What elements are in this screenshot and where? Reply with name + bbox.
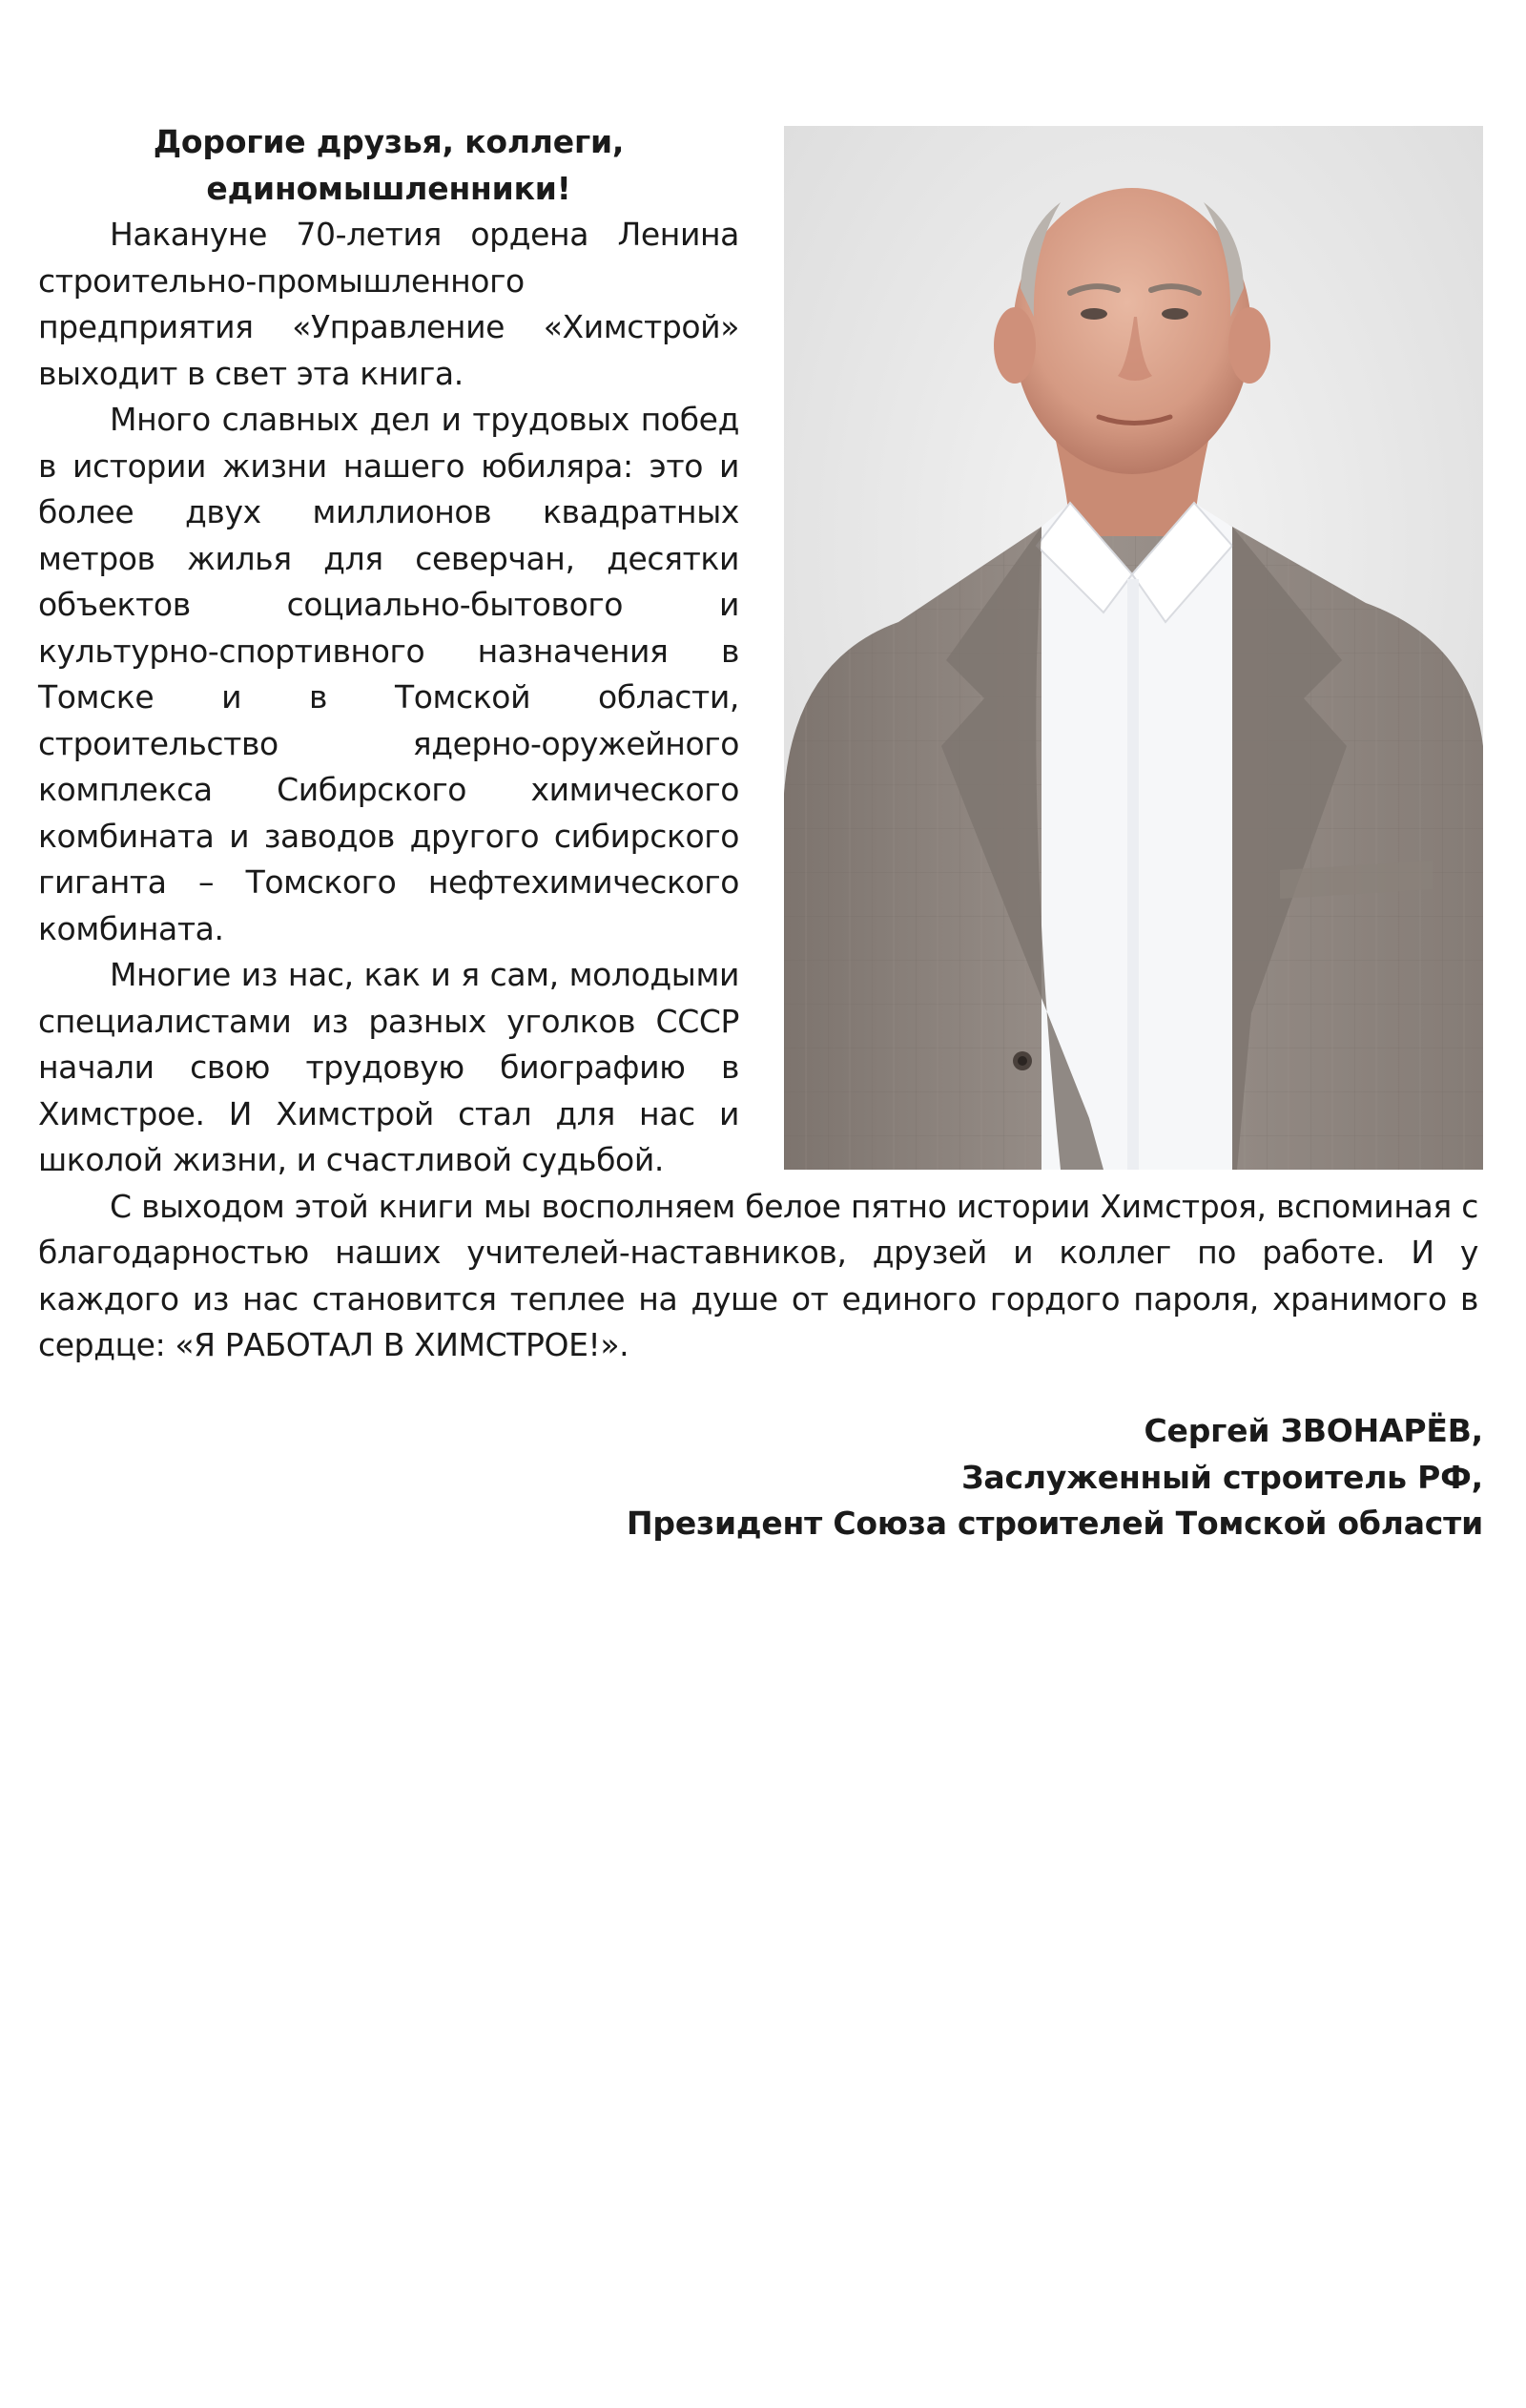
signature-position: Президент Союза строителей Томской области [626, 1505, 1483, 1542]
signature-title: Заслуженный строитель РФ, [961, 1458, 1483, 1496]
photo-wrap-space [739, 119, 1478, 1169]
letter-paragraph: С выходом этой книги мы восполняем белое пятно истории Химстроя, вспоминая с благодарностью наших учителей-наставников, друзей и коллег по работе. И у каждого из нас становится теплее на душе от единого гордого пароля, хранимого в сердце: «Я РАБОТАЛ В ХИМСТРОЕ!». [38, 1187, 1478, 1363]
letter-paragraph: Много славных дел и трудовых побед в истории жизни нашего юбиляра: это и более двух миллионов квадратных метров жилья для северчан, десятки объектов социально-бытового и культурно-спортивного назначения в Томске и в Томской области, строительство ядерно-оружейного комплекса Сибирского химического комбината и заводов другого сибирского гиганта – Томского нефтехимического комбината. [38, 401, 739, 947]
signature-name: Сергей ЗВОНАРЁВ, [1144, 1412, 1483, 1449]
letter-greeting: Дорогие друзья, коллеги, единомышленники! [153, 123, 625, 207]
letter-paragraph: Многие из нас, как и я сам, молодыми специалистами из разных уголков СССР начали свою трудовую биографию в Химстрое. И Химстрой стал для нас и школой жизни, и счастливой судьбой. [38, 956, 739, 1178]
letter-body [38, 119, 1478, 1369]
letter-paragraph: Накануне 70-летия ордена Ленина строительно-промышленного предприятия «Управление «Химстрой» выходит в свет эта книга. [38, 216, 739, 392]
signature-block [627, 1408, 1483, 1547]
